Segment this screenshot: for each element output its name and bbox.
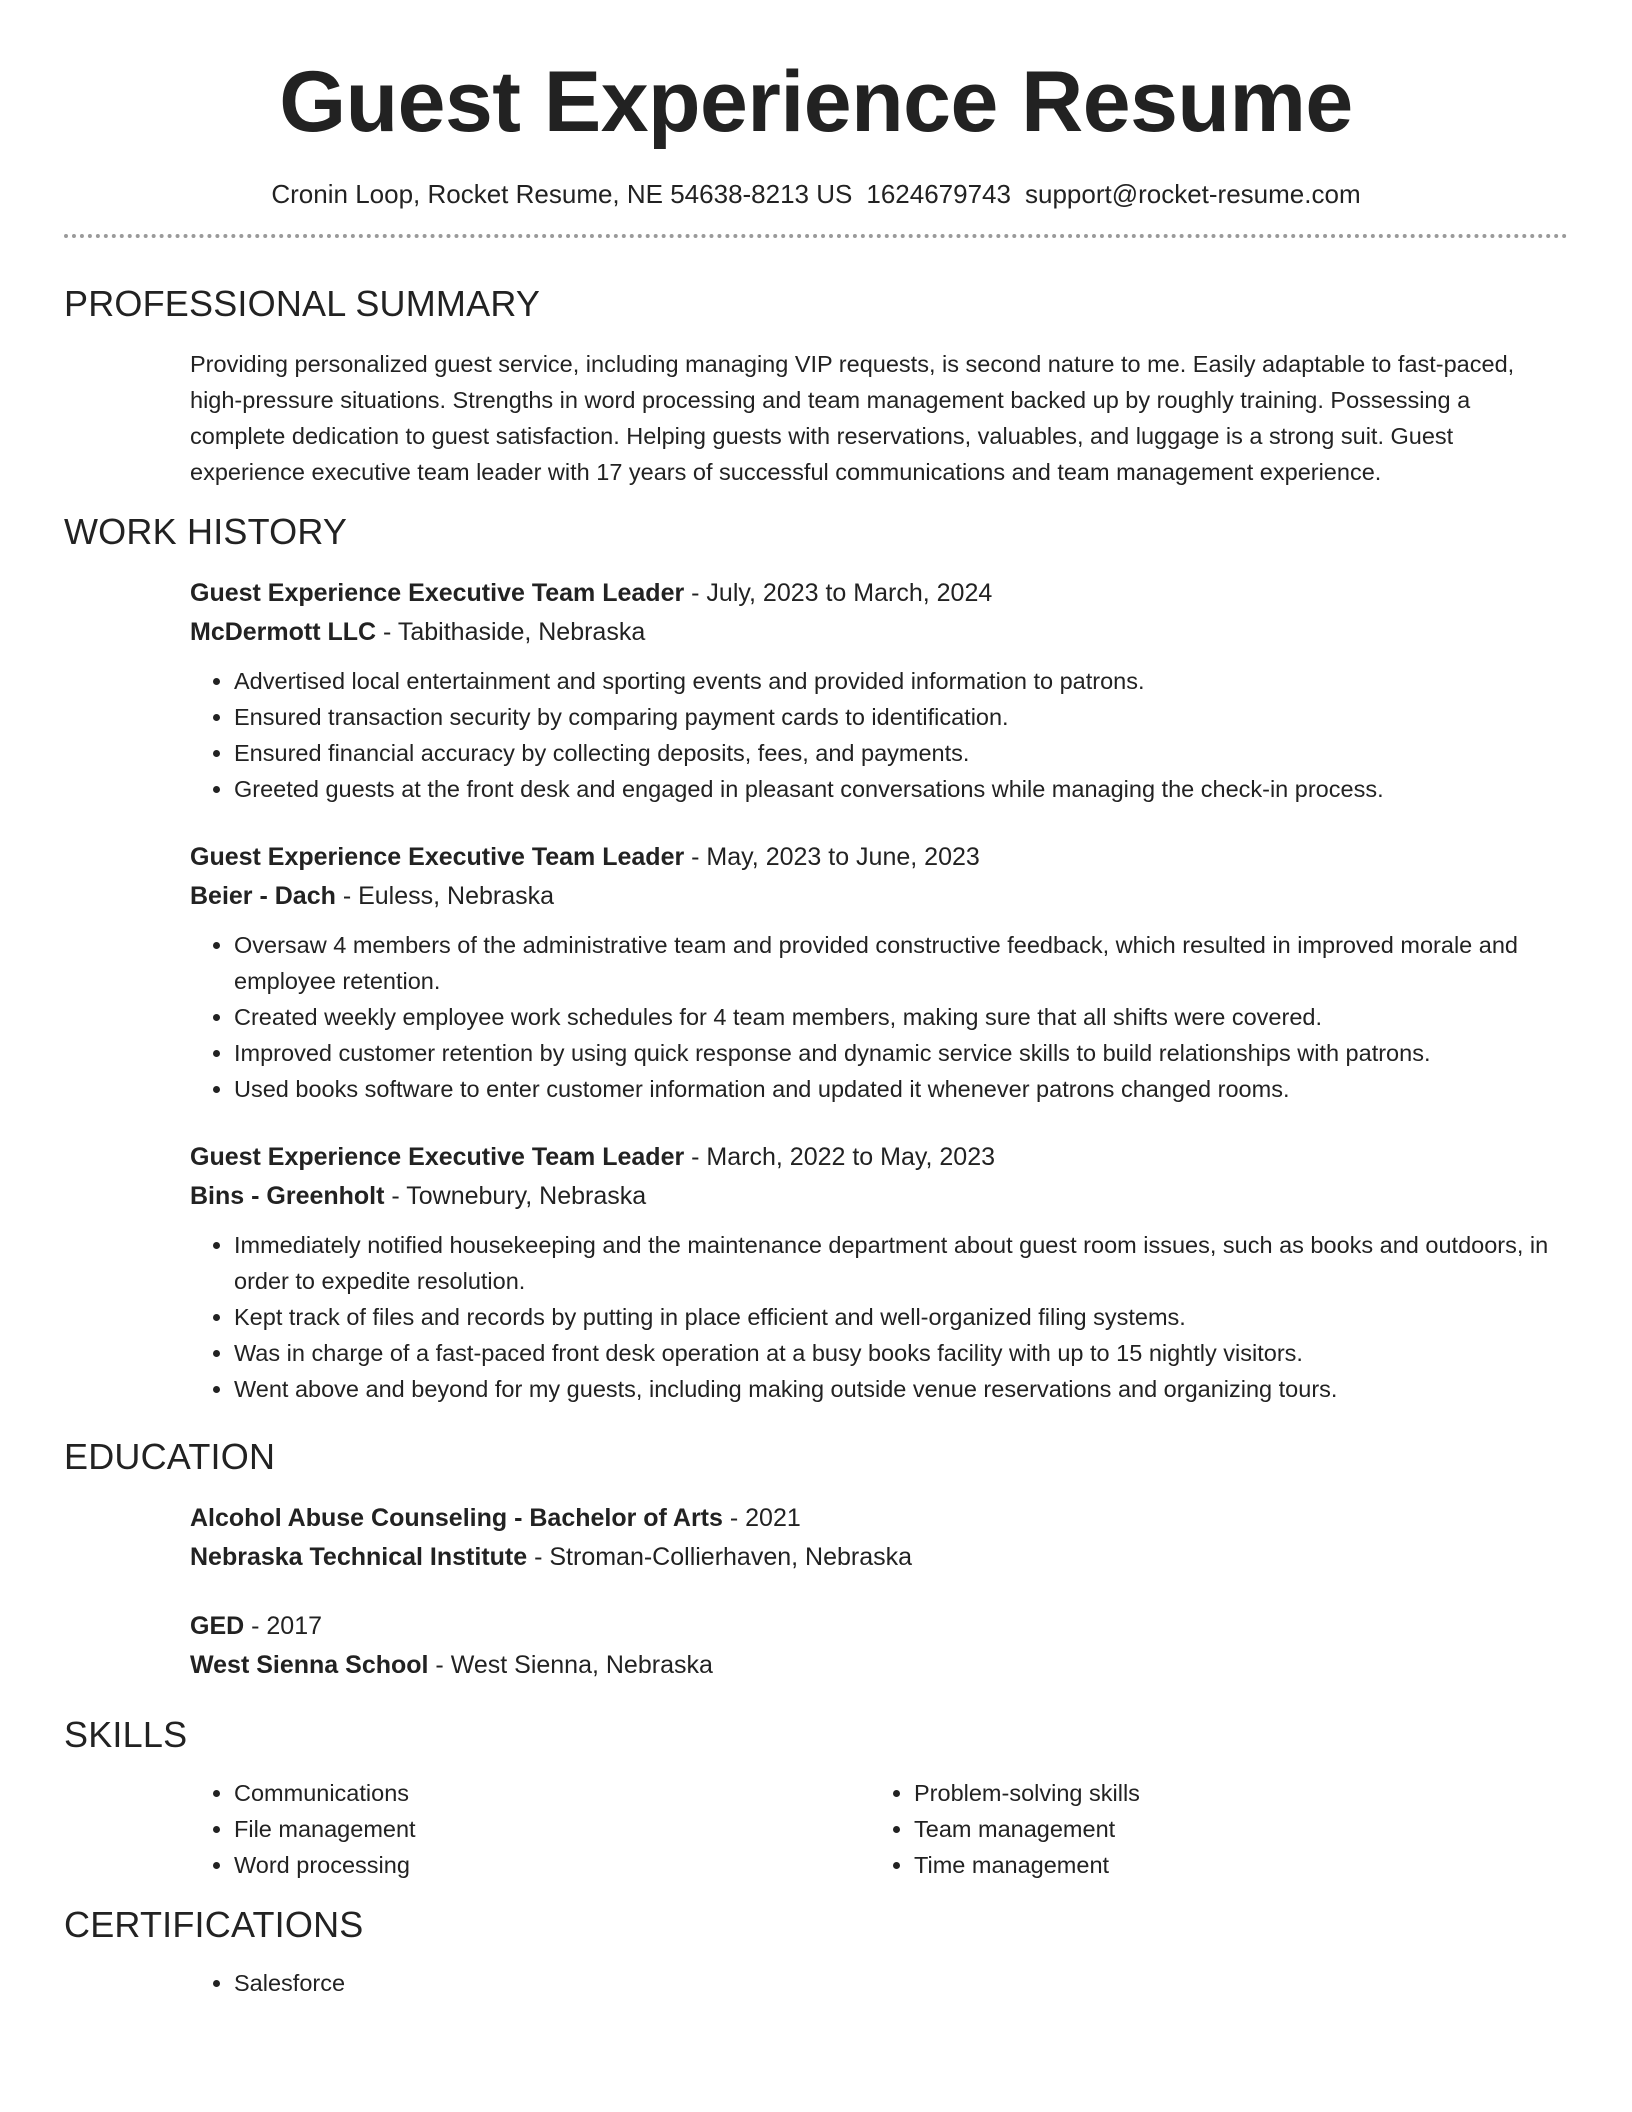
resume-title: Guest Experience Resume [279, 54, 1353, 150]
section-heading-education: EDUCATION [64, 1436, 276, 1477]
list-item: • Oversaw 4 members of the administrative team and provided constructive feedback, which resulted in improved morale and employee retention. [234, 927, 1568, 999]
job-bullets [190, 663, 1568, 807]
contact-line [64, 176, 1568, 212]
job-dates: - March, 2022 to May, 2023 [684, 1143, 996, 1171]
summary-text: Providing personalized guest service, including managing VIP requests, is second nature to me. Easily adaptable to fast-paced, high-pressure situations. Strengths in word processing and team management backed up by roughly training. Possessing a complete dedication to guest satisfaction. Helping guests with reservations, valuables, and luggage is a strong suit. Guest experience executive team leader with 17 years of successful communications and team management experience. [190, 351, 1515, 485]
job-company-line [190, 613, 1568, 652]
education-location: - West Sienna, Nebraska [428, 1651, 713, 1679]
certifications-list [190, 1965, 870, 2001]
list-item: • File management [234, 1811, 870, 1847]
contact-phone: 1624679743 [866, 179, 1011, 209]
section-heading-summary: PROFESSIONAL SUMMARY [64, 283, 541, 324]
list-item: • Was in charge of a fast-paced front desk operation at a busy books facility with up to 15 nightly visitors. [234, 1335, 1568, 1371]
job-entry [190, 574, 1568, 807]
skills-grid [190, 1775, 1568, 1883]
list-item: • Ensured financial accuracy by collecting deposits, fees, and payments. [234, 735, 1568, 771]
job-title-line [190, 1138, 1568, 1177]
list-item: • Salesforce [234, 1965, 870, 2001]
section-heading-work: WORK HISTORY [64, 511, 348, 552]
list-item: • Greeted guests at the front desk and engaged in pleasant conversations while managing the check-in process. [234, 771, 1568, 807]
job-company: McDermott LLC [190, 618, 377, 646]
education-school: Nebraska Technical Institute [190, 1543, 528, 1571]
list-item: • Kept track of files and records by putting in place efficient and well-organized filing systems. [234, 1299, 1568, 1335]
job-entry [190, 838, 1568, 1107]
education-entry [190, 1499, 1568, 1577]
job-location: - Townebury, Nebraska [384, 1182, 647, 1210]
job-company: Bins - Greenholt [190, 1182, 385, 1210]
job-company: Beier - Dach [190, 882, 336, 910]
header-divider [64, 234, 1568, 238]
list-item: • Problem-solving skills [914, 1775, 1550, 1811]
list-item: • Improved customer retention by using quick response and dynamic service skills to build relationships with patrons. [234, 1035, 1568, 1071]
list-item: • Time management [914, 1847, 1550, 1883]
list-item: • Immediately notified housekeeping and the maintenance department about guest room issues, such as books and outdoors, in order to expedite resolution. [234, 1227, 1568, 1299]
education-degree: GED [190, 1612, 245, 1640]
list-item: • Team management [914, 1811, 1550, 1847]
job-bullets [190, 927, 1568, 1107]
education-degree-line [190, 1607, 1568, 1646]
certifications-list-wrap [190, 1965, 1568, 2001]
list-item: • Used books software to enter customer information and updated it whenever patrons changed rooms. [234, 1071, 1568, 1107]
list-item: • Ensured transaction security by comparing payment cards to identification. [234, 699, 1568, 735]
list-item: • Went above and beyond for my guests, including making outside venue reservations and organizing tours. [234, 1371, 1568, 1407]
education-entry [190, 1607, 1568, 1685]
education-year: - 2021 [722, 1504, 801, 1532]
resume-page [64, 0, 1568, 2001]
job-dates: - May, 2023 to June, 2023 [684, 843, 980, 871]
job-title-line [190, 574, 1568, 613]
job-title: Guest Experience Executive Team Leader [190, 843, 685, 871]
education-year: - 2017 [244, 1612, 323, 1640]
job-title: Guest Experience Executive Team Leader [190, 579, 685, 607]
education-school: West Sienna School [190, 1651, 429, 1679]
job-company-line [190, 877, 1568, 916]
job-dates: - July, 2023 to March, 2024 [684, 579, 993, 607]
job-bullets [190, 1227, 1568, 1407]
job-title-line [190, 838, 1568, 877]
list-item: • Advertised local entertainment and sporting events and provided information to patrons. [234, 663, 1568, 699]
section-heading-certifications: CERTIFICATIONS [64, 1904, 364, 1945]
skills-list-right [870, 1775, 1550, 1883]
job-title: Guest Experience Executive Team Leader [190, 1143, 685, 1171]
list-item: • Word processing [234, 1847, 870, 1883]
job-location: - Tabithaside, Nebraska [376, 618, 646, 646]
contact-email: support@rocket-resume.com [1024, 179, 1361, 209]
list-item: • Communications [234, 1775, 870, 1811]
education-degree: Alcohol Abuse Counseling - Bachelor of Arts [190, 1504, 723, 1532]
skills-list-left [190, 1775, 870, 1883]
job-company-line [190, 1177, 1568, 1216]
job-location: - Euless, Nebraska [335, 882, 555, 910]
list-item: • Created weekly employee work schedules for 4 team members, making sure that all shifts were covered. [234, 999, 1568, 1035]
section-heading-skills: SKILLS [64, 1714, 188, 1755]
job-entry [190, 1138, 1568, 1407]
contact-address: Cronin Loop, Rocket Resume, NE 54638-8213 US [271, 179, 853, 209]
education-degree-line [190, 1499, 1568, 1538]
education-location: - Stroman-Collierhaven, Nebraska [527, 1543, 913, 1571]
education-school-line [190, 1538, 1568, 1577]
education-school-line [190, 1646, 1568, 1685]
